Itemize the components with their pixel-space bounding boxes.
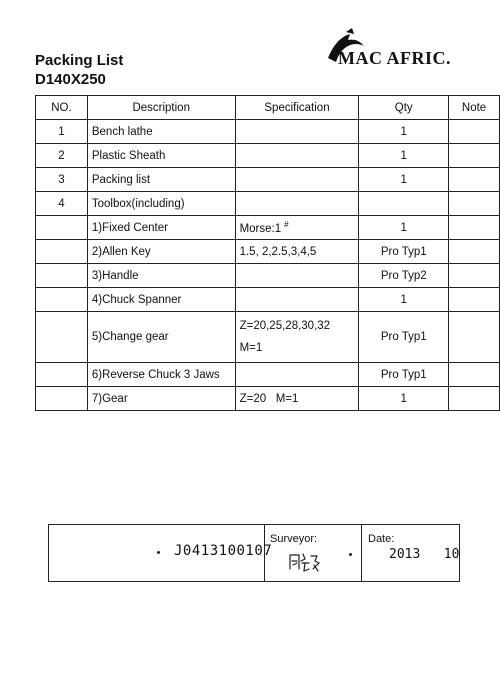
spec-line-1: Z=20,25,28,30,32 (239, 320, 331, 332)
col-header-qty: Qty (359, 96, 449, 120)
cell-note (449, 363, 500, 387)
cell-note (449, 264, 500, 288)
cell-specification (235, 168, 359, 192)
model-number: D140X250 (35, 71, 106, 88)
cell-qty: 1 (359, 120, 449, 144)
cell-qty: Pro Typ1 (359, 363, 449, 387)
inspection-code: J0413100107 (174, 543, 273, 559)
cell-description: Plastic Sheath (87, 144, 235, 168)
cell-no: 4 (36, 192, 88, 216)
table-row (36, 144, 500, 168)
table-header-row (36, 96, 500, 120)
cell-specification (235, 288, 359, 312)
table-row (36, 288, 500, 312)
cell-description: Packing list (87, 168, 235, 192)
cell-description: 4)Chuck Spanner (87, 288, 235, 312)
cell-specification (235, 120, 359, 144)
cell-specification (235, 192, 359, 216)
cell-description: 3)Handle (87, 264, 235, 288)
cell-qty: 1 (359, 144, 449, 168)
table-row (36, 264, 500, 288)
cell-specification: 1.5, 2,2.5,3,4,5 (235, 240, 359, 264)
divider-date (361, 525, 362, 581)
cell-no: 2 (36, 144, 88, 168)
cell-note (449, 144, 500, 168)
cell-specification (235, 264, 359, 288)
cell-qty: Pro Typ1 (359, 312, 449, 363)
col-header-description: Description (87, 96, 235, 120)
col-header-specification: Specification (235, 96, 359, 120)
cell-no (36, 264, 88, 288)
mark-dot (349, 553, 352, 556)
cell-no (36, 288, 88, 312)
spec-text: Morse:1 (239, 222, 282, 235)
surveyor-label: Surveyor: (270, 533, 318, 545)
cell-description: 6)Reverse Chuck 3 Jaws (87, 363, 235, 387)
cell-qty: 1 (359, 168, 449, 192)
cell-description: Bench lathe (87, 120, 235, 144)
cell-no: 3 (36, 168, 88, 192)
table-row (36, 240, 500, 264)
spec-mark: # (284, 220, 289, 230)
cell-description: 1)Fixed Center (87, 216, 235, 240)
date-value: 2013 10 (389, 547, 460, 562)
cell-description: 5)Change gear (87, 312, 235, 363)
cell-note (449, 216, 500, 240)
spec-line-2: M=1 (239, 342, 263, 354)
packing-table (35, 95, 500, 411)
table-row (36, 387, 500, 411)
table-row (36, 216, 500, 240)
cell-note (449, 288, 500, 312)
cell-note (449, 387, 500, 411)
surveyor-signature (287, 551, 321, 573)
table-row (36, 120, 500, 144)
mark-dot (157, 551, 160, 554)
logo-wordmark: MAC AFRIC. (338, 48, 451, 68)
table-row (36, 192, 500, 216)
cell-specification: Z=20 M=1 (235, 387, 359, 411)
cell-qty: 1 (359, 387, 449, 411)
cell-qty: Pro Typ1 (359, 240, 449, 264)
cell-note (449, 240, 500, 264)
cell-specification (235, 216, 359, 240)
cell-note (449, 168, 500, 192)
cell-qty: 1 (359, 288, 449, 312)
cell-qty (359, 192, 449, 216)
cell-note (449, 192, 500, 216)
col-header-no: NO. (36, 96, 88, 120)
inspection-box (48, 524, 460, 582)
cell-description: 2)Allen Key (87, 240, 235, 264)
col-header-note: Note (449, 96, 500, 120)
cell-qty: 1 (359, 216, 449, 240)
cell-specification (235, 312, 359, 363)
packing-list-title: Packing List (35, 52, 124, 69)
cell-specification (235, 144, 359, 168)
cell-description: Toolbox(including) (87, 192, 235, 216)
company-logo (318, 28, 478, 96)
cell-no (36, 312, 88, 363)
cell-specification (235, 363, 359, 387)
cell-no (36, 240, 88, 264)
cell-no (36, 387, 88, 411)
cell-no: 1 (36, 120, 88, 144)
cell-no (36, 363, 88, 387)
cell-description: 7)Gear (87, 387, 235, 411)
cell-no (36, 216, 88, 240)
cell-note (449, 312, 500, 363)
cell-note (449, 120, 500, 144)
date-label: Date: (368, 533, 395, 545)
table-row (36, 312, 500, 363)
cell-qty: Pro Typ2 (359, 264, 449, 288)
table-row (36, 168, 500, 192)
table-row (36, 363, 500, 387)
